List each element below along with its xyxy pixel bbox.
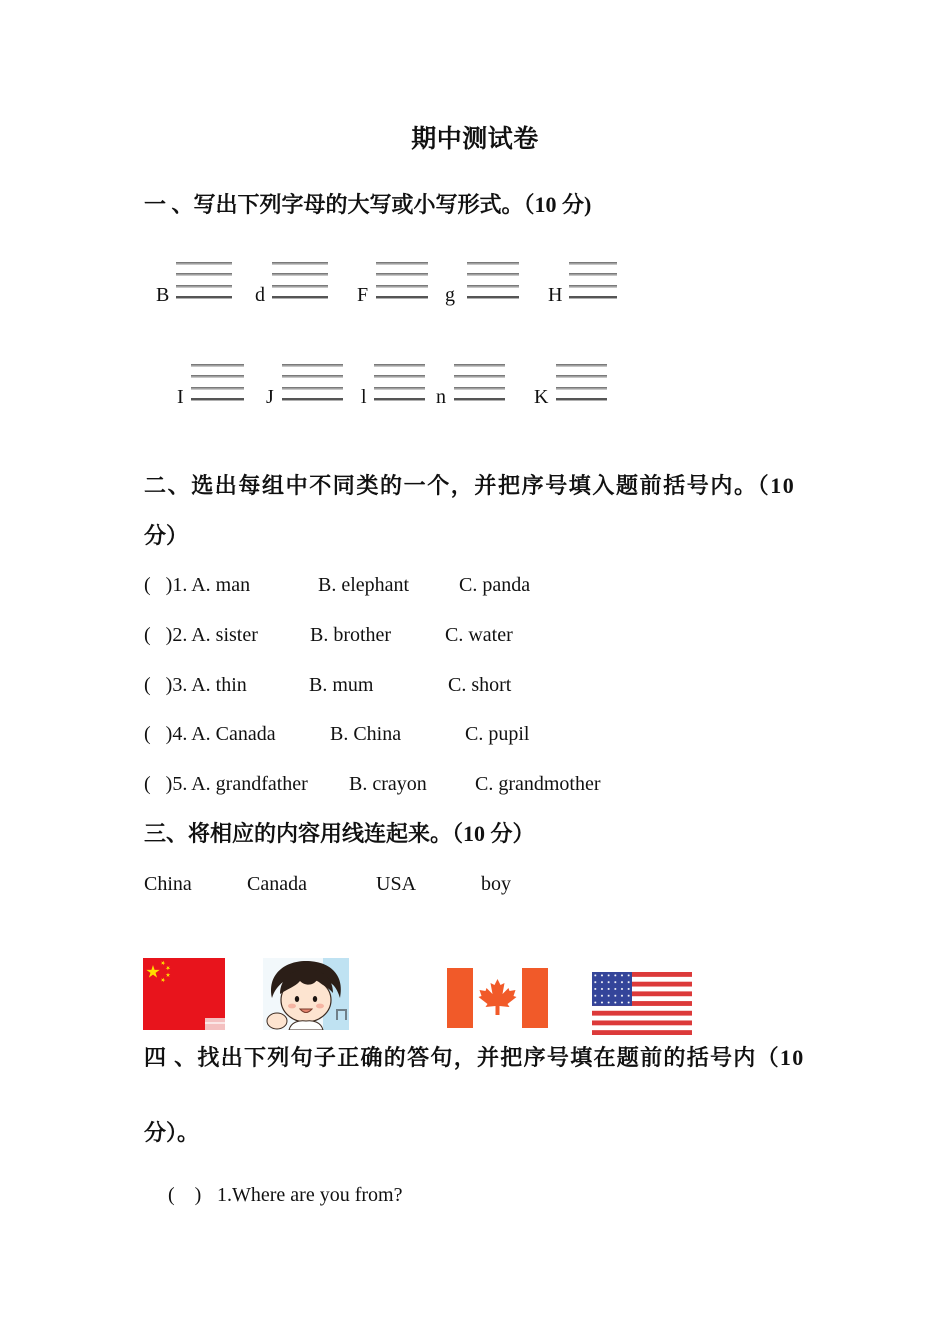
canada-flag-icon [447,968,548,1028]
china-flag-icon [143,958,225,1030]
section-4-heading: 四 、找出下列句子正确的答句，并把序号填在题前的括号内（10 [144,1045,805,1070]
matching-word: boy [481,873,511,895]
section-2-heading-continued: 分） [144,523,189,548]
writing-grid [556,364,607,401]
letter-prompt: K [534,386,549,408]
choice-item [0,625,950,645]
letter-prompt: n [436,386,446,408]
choice-option-b: B. brother [310,624,392,646]
writing-grid [569,262,617,299]
writing-grid [191,364,244,401]
answer-bracket: ( ) [168,1184,202,1206]
letter-prompt: B [156,284,170,306]
choice-option-c: C. grandmother [475,773,601,795]
usa-flag-icon [592,972,692,1035]
choice-option-c: C. pupil [465,723,530,745]
flag-stars [592,972,632,1006]
choice-item [0,675,950,695]
letter-prompt: J [266,386,274,408]
choice-option-b: B. China [330,723,402,745]
choice-item [0,774,950,794]
page-title: 期中测试卷 [411,126,539,153]
section-1-heading: 一 、写出下列字母的大写或小写形式。（10 分) [144,192,592,217]
letter-prompt: d [255,284,265,306]
choice-stem: ( )3. A. thin [144,674,247,696]
boy-cartoon-icon [263,958,349,1030]
writing-grid [272,262,328,299]
writing-grid [376,262,428,299]
choice-stem: ( )4. A. Canada [144,723,276,745]
choice-stem: ( )5. A. grandfather [144,773,308,795]
section-4-heading-continued: 分）。 [144,1120,200,1145]
letter-prompt: H [548,284,563,306]
letter-prompt: F [357,284,369,306]
section-2-heading: 二、选出每组中不同类的一个，并把序号填入题前括号内。（10 [144,473,796,498]
choice-item [0,575,950,595]
choice-option-c: C. panda [459,574,531,596]
choice-option-c: C. short [448,674,512,696]
choice-stem: ( )2. A. sister [144,624,258,646]
choice-option-b: B. elephant [318,574,410,596]
writing-grid [176,262,232,299]
answer-item [0,1185,950,1205]
matching-word: Canada [247,873,307,895]
question-text: 1.Where are you from? [217,1184,403,1206]
letter-prompt: l [361,386,367,408]
writing-grid [282,364,343,401]
matching-word: USA [376,873,417,895]
section-3-heading: 三、将相应的内容用线连起来。（10 分） [144,821,535,846]
choice-option-b: B. mum [309,674,374,696]
hand [267,1013,287,1029]
writing-grid [467,262,519,299]
choice-option-b: B. crayon [349,773,427,795]
choice-item [0,724,950,744]
letter-prompt: I [177,386,184,408]
writing-grid [374,364,425,401]
choice-option-c: C. water [445,624,513,646]
matching-words [0,874,950,894]
choice-stem: ( )1. A. man [144,574,251,596]
writing-grid [454,364,505,401]
letter-prompt: g [445,284,455,306]
matching-word: China [144,873,192,895]
